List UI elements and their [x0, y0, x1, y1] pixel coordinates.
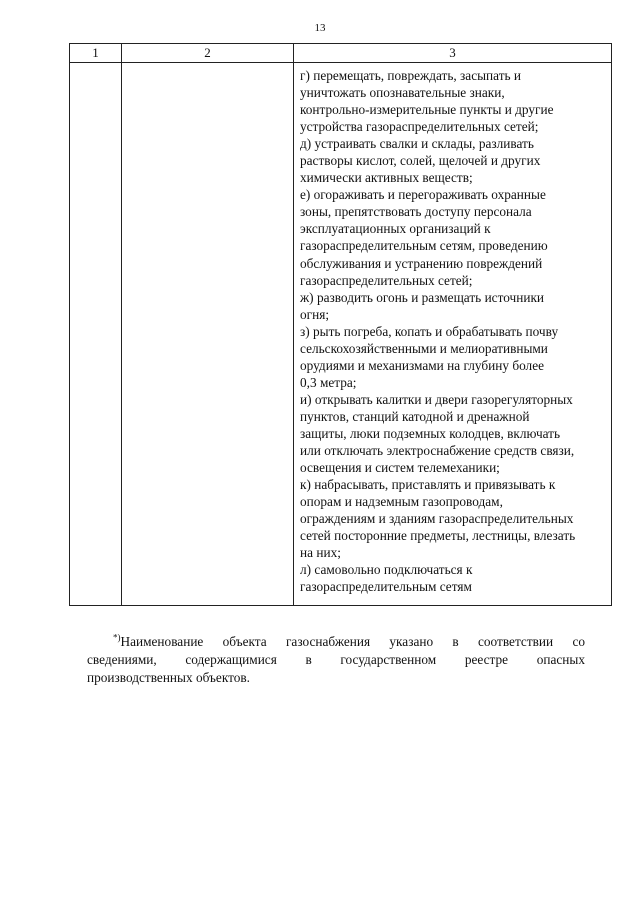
table-header-row: [70, 44, 612, 63]
cell-col-2: [122, 63, 294, 606]
list-line: эксплуатационных организаций к: [300, 221, 491, 237]
cell-col-3: [294, 63, 612, 606]
list-line: устройства газораспределительных сетей;: [300, 119, 539, 135]
list-line: орудиями и механизмами на глубину более: [300, 357, 544, 373]
list-line: ограждениям и зданиям газораспределительных: [300, 511, 574, 527]
list-line: зоны, препятствовать доступу персонала: [300, 204, 532, 220]
header-col-3: 3: [294, 44, 612, 63]
list-line: огня;: [300, 306, 330, 322]
list-line: ж) разводить огонь и размещать источники: [300, 289, 545, 305]
header-col-1: 1: [70, 44, 122, 63]
cell-col-1: [70, 63, 122, 606]
footnote-line-1: [113, 633, 585, 651]
list-line: на них;: [300, 545, 341, 561]
list-line: сельскохозяйственными и мелиоративными: [300, 340, 548, 356]
list-line: обслуживания и устранению повреждений: [300, 255, 543, 271]
list-line: газораспределительным сетям, проведению: [300, 238, 548, 254]
list-line: освещения и систем телемеханики;: [300, 460, 500, 476]
prohibitions-table: [69, 43, 612, 606]
list-line: е) огораживать и перегораживать охранные: [300, 187, 546, 203]
list-line: растворы кислот, солей, щелочей и других: [300, 153, 541, 169]
list-line: г) перемещать, повреждать, засыпать и: [300, 68, 522, 83]
list-line: сетей посторонние предметы, лестницы, влезать: [300, 528, 576, 544]
list-line: и) открывать калитки и двери газорегуляторных: [300, 391, 573, 407]
list-line: л) самовольно подключаться к: [300, 562, 473, 578]
list-line: или отключать электроснабжение средств связи,: [300, 443, 575, 459]
footnote-marker: *): [113, 632, 121, 643]
list-line: газораспределительных сетей;: [300, 272, 473, 288]
footnote: [87, 632, 585, 687]
list-line: химически активных веществ;: [300, 170, 473, 186]
footnote-line-3: производственных объектов.: [87, 670, 250, 685]
list-line: к) набрасывать, приставлять и привязывать к: [300, 477, 556, 493]
list-line: пунктов, станций катодной и дренажной: [300, 408, 530, 424]
list-line: защиты, люки подземных колодцев, включать: [300, 425, 561, 441]
page-number: 13: [314, 22, 326, 34]
prohibitions-list: [294, 63, 611, 595]
list-line: уничтожать опознавательные знаки,: [300, 85, 505, 101]
list-line: д) устраивать свалки и склады, разливать: [300, 136, 534, 152]
list-line: 0,3 метра;: [300, 374, 357, 390]
list-line: опорам и надземным газопроводам,: [300, 494, 503, 510]
list-line: газораспределительным сетям: [300, 579, 472, 595]
table-body-row: [70, 63, 612, 606]
footnote-text-1: Наименование объекта газоснабжения указано в соответствии со: [120, 634, 585, 649]
list-line: контрольно-измерительные пункты и другие: [300, 102, 554, 118]
footnote-line-2: сведениями, содержащимися в государственном реестре опасных: [87, 652, 585, 667]
header-col-2: 2: [122, 44, 294, 63]
list-line: з) рыть погреба, копать и обрабатывать почву: [300, 323, 559, 339]
